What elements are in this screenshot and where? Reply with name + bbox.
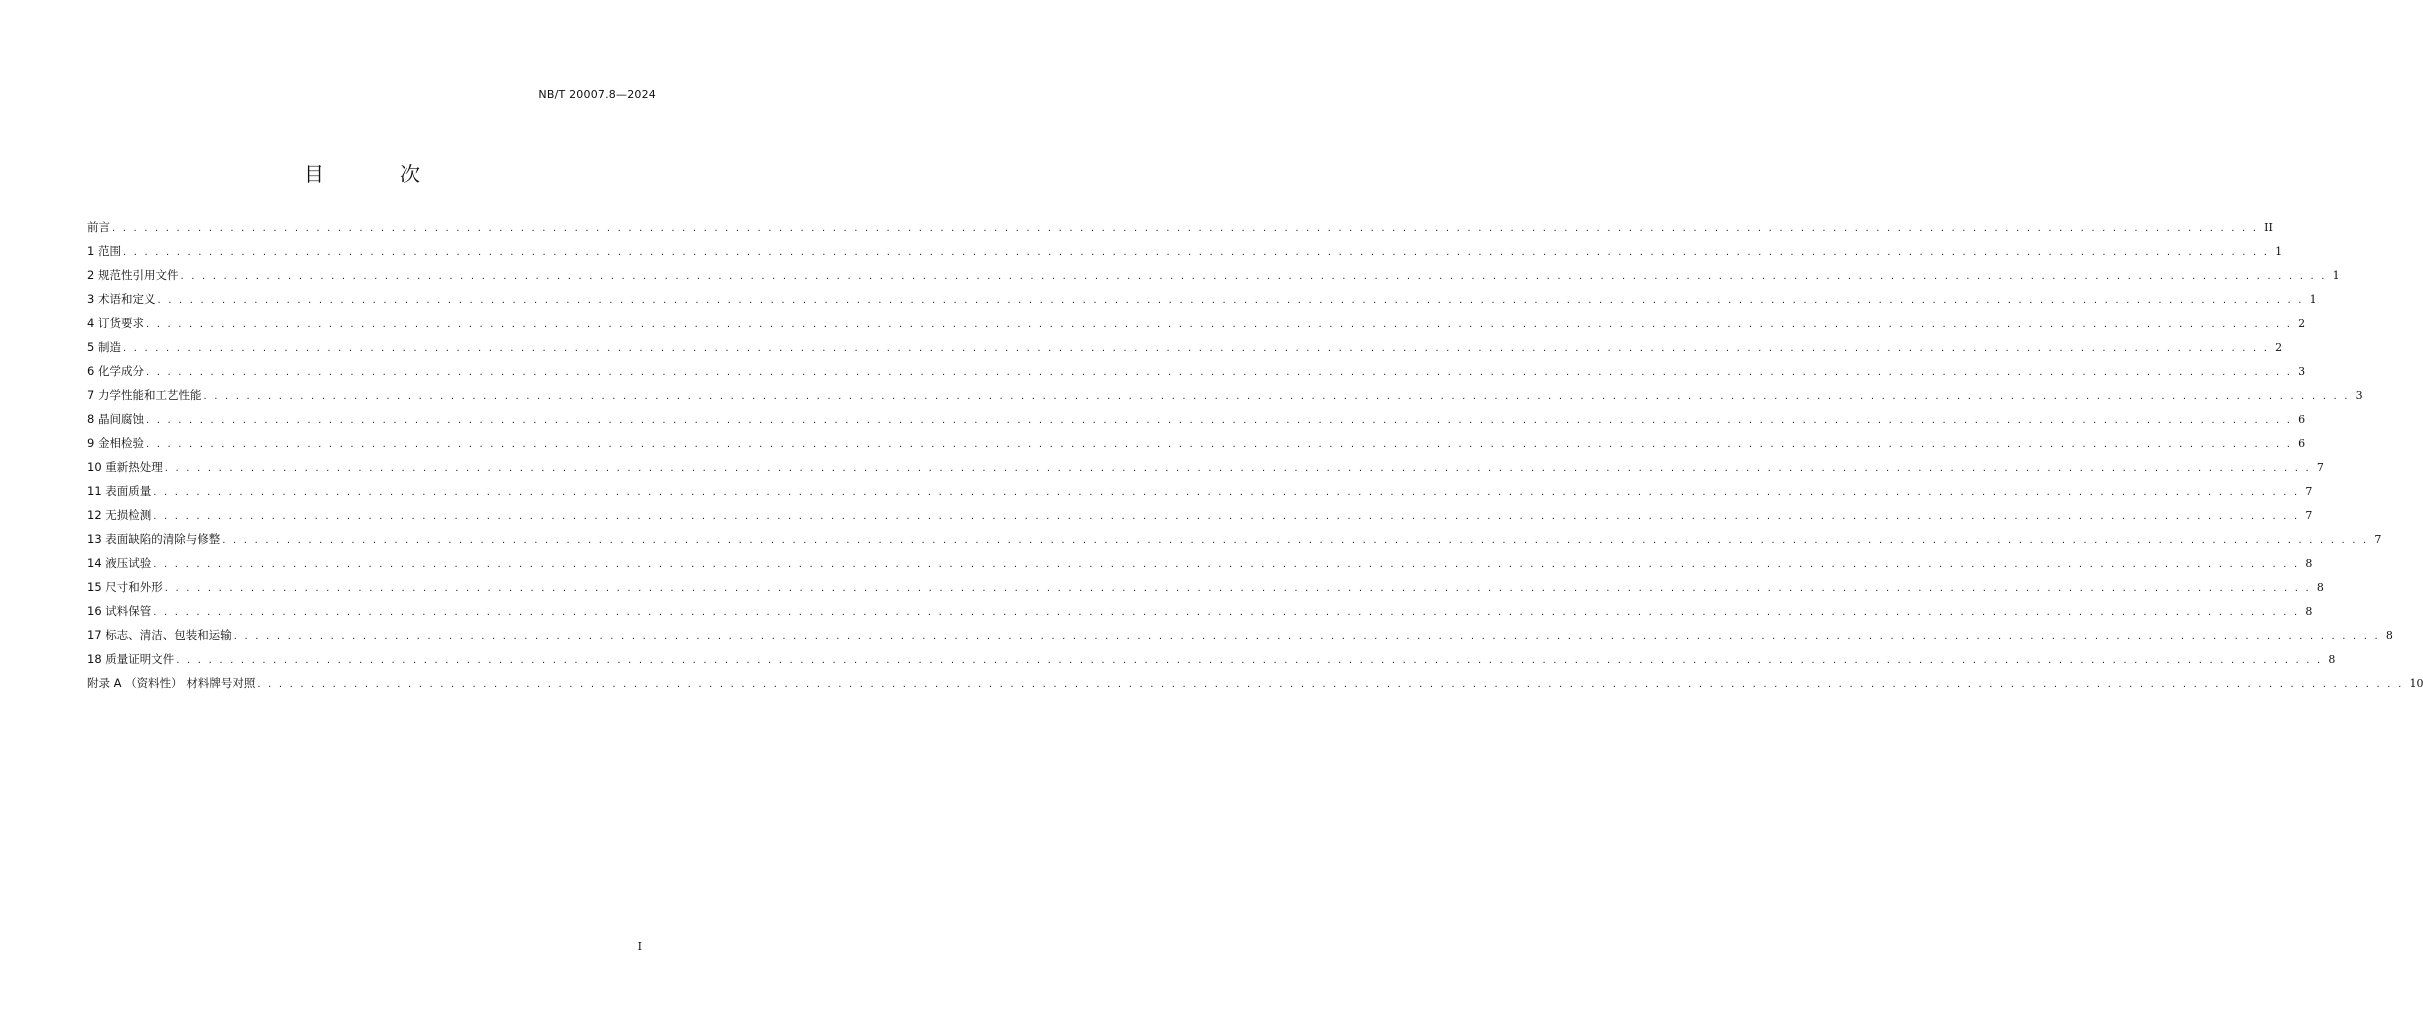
dot-leader: . . . . . . . . . . . . . . . . . . . . . . . . . . . . . . . . . . . . . . . . . . . . . . . . . . . . . . . . . . . . . . . . . . . . . . . . . . . . . . . . . . . . . . . . . . . . . . . . . . . . . . . . . . . . . . . . . . . . . . . . . . . . . . . . . . . . . . . . . . . . . . . . . . . . . . . . . . . . . . . . . . . . . . . . . . . . . . . . . . . . . . . . . . . . . . . . . . . . . . . .: [122, 343, 2270, 354]
toc-entry-page: 3: [2298, 365, 2306, 378]
toc-entry-page: 8: [2305, 605, 2313, 618]
toc-entry-page: 1: [2309, 293, 2317, 306]
toc-entry[interactable]: [87, 287, 2317, 311]
toc-entry[interactable]: [87, 263, 2340, 287]
dot-leader: . . . . . . . . . . . . . . . . . . . . . . . . . . . . . . . . . . . . . . . . . . . . . . . . . . . . . . . . . . . . . . . . . . . . . . . . . . . . . . . . . . . . . . . . . . . . . . . . . . . . . . . . . . . . . . . . . . . . . . . . . . . . . . . . . . . . . . . . . . . . . . . . . . . . . . . . . . . . . . . . . . . . . . . . . . . . . . . . . . . . . . . . . . . . . . . . . . . . . . . .: [157, 295, 2304, 306]
toc-entry-page: 1: [2332, 269, 2340, 282]
toc-entry[interactable]: [87, 551, 2313, 575]
toc-entry-label: 附录 A （资料性） 材料牌号对照: [87, 676, 256, 690]
dot-leader: . . . . . . . . . . . . . . . . . . . . . . . . . . . . . . . . . . . . . . . . . . . . . . . . . . . . . . . . . . . . . . . . . . . . . . . . . . . . . . . . . . . . . . . . . . . . . . . . . . . . . . . . . . . . . . . . . . . . . . . . . . . . . . . . . . . . . . . . . . . . . . . . . . . . . . . . . . . . . . . . . . . . . . . . . . . . . . . . . . . . . . . . . . . . . . . . . . . . . . . .: [257, 679, 2404, 690]
toc-entry-page: 8: [2328, 653, 2336, 666]
toc-entry-label: 8 晶间腐蚀: [87, 412, 144, 426]
toc-entry-label: 18 质量证明文件: [87, 652, 175, 666]
toc-entry[interactable]: [87, 383, 2363, 407]
toc-entry-label: 14 液压试验: [87, 556, 152, 570]
toc-entry-page: 2: [2275, 341, 2283, 354]
standard-code: NB/T 20007.8—2024: [538, 88, 656, 101]
toc-entry-page: 2: [2298, 317, 2306, 330]
toc-entry-label: 12 无损检测: [87, 508, 152, 522]
toc-entry-label: 15 尺寸和外形: [87, 580, 163, 594]
dot-leader: . . . . . . . . . . . . . . . . . . . . . . . . . . . . . . . . . . . . . . . . . . . . . . . . . . . . . . . . . . . . . . . . . . . . . . . . . . . . . . . . . . . . . . . . . . . . . . . . . . . . . . . . . . . . . . . . . . . . . . . . . . . . . . . . . . . . . . . . . . . . . . . . . . . . . . . . . . . . . . . . . . . . . . . . . . . . . . . . . . . . . . . . . . . . . . . . . . . . . . . .: [153, 559, 2300, 570]
dot-leader: . . . . . . . . . . . . . . . . . . . . . . . . . . . . . . . . . . . . . . . . . . . . . . . . . . . . . . . . . . . . . . . . . . . . . . . . . . . . . . . . . . . . . . . . . . . . . . . . . . . . . . . . . . . . . . . . . . . . . . . . . . . . . . . . . . . . . . . . . . . . . . . . . . . . . . . . . . . . . . . . . . . . . . . . . . . . . . . . . . . . . . . . . . . . . . . . . . . . . . . .: [145, 367, 2293, 378]
toc-entry[interactable]: [87, 311, 2306, 335]
toc-entry[interactable]: [87, 335, 2283, 359]
toc-entry-label: 前言: [87, 220, 110, 234]
toc-entry-page: 6: [2298, 437, 2306, 450]
toc-entry-label: 4 订货要求: [87, 316, 144, 330]
dot-leader: . . . . . . . . . . . . . . . . . . . . . . . . . . . . . . . . . . . . . . . . . . . . . . . . . . . . . . . . . . . . . . . . . . . . . . . . . . . . . . . . . . . . . . . . . . . . . . . . . . . . . . . . . . . . . . . . . . . . . . . . . . . . . . . . . . . . . . . . . . . . . . . . . . . . . . . . . . . . . . . . . . . . . . . . . . . . . . . . . . . . . . . . . . . . . . . . . . . . . . . .: [145, 439, 2293, 450]
toc-entry-page: 8: [2316, 581, 2324, 594]
toc-entry[interactable]: [87, 215, 2273, 239]
page-title: 目 次: [304, 162, 448, 186]
toc-entry[interactable]: [87, 575, 2324, 599]
toc-entry[interactable]: [87, 623, 2393, 647]
toc-entry-page: 1: [2275, 245, 2283, 258]
toc-entry-page: 6: [2298, 413, 2306, 426]
dot-leader: . . . . . . . . . . . . . . . . . . . . . . . . . . . . . . . . . . . . . . . . . . . . . . . . . . . . . . . . . . . . . . . . . . . . . . . . . . . . . . . . . . . . . . . . . . . . . . . . . . . . . . . . . . . . . . . . . . . . . . . . . . . . . . . . . . . . . . . . . . . . . . . . . . . . . . . . . . . . . . . . . . . . . . . . . . . . . . . . . . . . . . . . . . . . . . . . . . . . . . . .: [222, 535, 2369, 546]
toc-entry-page: 10: [2409, 677, 2423, 690]
dot-leader: . . . . . . . . . . . . . . . . . . . . . . . . . . . . . . . . . . . . . . . . . . . . . . . . . . . . . . . . . . . . . . . . . . . . . . . . . . . . . . . . . . . . . . . . . . . . . . . . . . . . . . . . . . . . . . . . . . . . . . . . . . . . . . . . . . . . . . . . . . . . . . . . . . . . . . . . . . . . . . . . . . . . . . . . . . . . . . . . . . . . . . . . . . . . . . . . . . . . . . . .: [145, 319, 2293, 330]
toc-entry[interactable]: [87, 599, 2313, 623]
dot-leader: . . . . . . . . . . . . . . . . . . . . . . . . . . . . . . . . . . . . . . . . . . . . . . . . . . . . . . . . . . . . . . . . . . . . . . . . . . . . . . . . . . . . . . . . . . . . . . . . . . . . . . . . . . . . . . . . . . . . . . . . . . . . . . . . . . . . . . . . . . . . . . . . . . . . . . . . . . . . . . . . . . . . . . . . . . . . . . . . . . . . . . . . . . . . . . . . . . . . . . . .: [233, 631, 2380, 642]
toc-entry-label: 1 范围: [87, 244, 121, 258]
toc-entry-label: 10 重新热处理: [87, 460, 163, 474]
toc-entry-page: 7: [2316, 461, 2324, 474]
dot-leader: . . . . . . . . . . . . . . . . . . . . . . . . . . . . . . . . . . . . . . . . . . . . . . . . . . . . . . . . . . . . . . . . . . . . . . . . . . . . . . . . . . . . . . . . . . . . . . . . . . . . . . . . . . . . . . . . . . . . . . . . . . . . . . . . . . . . . . . . . . . . . . . . . . . . . . . . . . . . . . . . . . . . . . . . . . . . . . . . . . . . . . . . . . . . . . . . . . . . . . . .: [180, 271, 2327, 282]
toc-entry[interactable]: [87, 503, 2313, 527]
toc-entry-label: 2 规范性引用文件: [87, 268, 179, 282]
dot-leader: . . . . . . . . . . . . . . . . . . . . . . . . . . . . . . . . . . . . . . . . . . . . . . . . . . . . . . . . . . . . . . . . . . . . . . . . . . . . . . . . . . . . . . . . . . . . . . . . . . . . . . . . . . . . . . . . . . . . . . . . . . . . . . . . . . . . . . . . . . . . . . . . . . . . . . . . . . . . . . . . . . . . . . . . . . . . . . . . . . . . . . . . . . . . . . . . . . . . . . . .: [153, 487, 2300, 498]
dot-leader: . . . . . . . . . . . . . . . . . . . . . . . . . . . . . . . . . . . . . . . . . . . . . . . . . . . . . . . . . . . . . . . . . . . . . . . . . . . . . . . . . . . . . . . . . . . . . . . . . . . . . . . . . . . . . . . . . . . . . . . . . . . . . . . . . . . . . . . . . . . . . . . . . . . . . . . . . . . . . . . . . . . . . . . . . . . . . . . . . . . . . . . . . . . . . . . . . . . . . . . .: [203, 391, 2350, 402]
dot-leader: . . . . . . . . . . . . . . . . . . . . . . . . . . . . . . . . . . . . . . . . . . . . . . . . . . . . . . . . . . . . . . . . . . . . . . . . . . . . . . . . . . . . . . . . . . . . . . . . . . . . . . . . . . . . . . . . . . . . . . . . . . . . . . . . . . . . . . . . . . . . . . . . . . . . . . . . . . . . . . . . . . . . . . . . . . . . . . . . . . . . . . . . . . . . . . . . . . . . . . . .: [145, 415, 2293, 426]
dot-leader: . . . . . . . . . . . . . . . . . . . . . . . . . . . . . . . . . . . . . . . . . . . . . . . . . . . . . . . . . . . . . . . . . . . . . . . . . . . . . . . . . . . . . . . . . . . . . . . . . . . . . . . . . . . . . . . . . . . . . . . . . . . . . . . . . . . . . . . . . . . . . . . . . . . . . . . . . . . . . . . . . . . . . . . . . . . . . . . . . . . . . . . . . . . . . . . . . . . . . . . .: [112, 223, 2259, 234]
toc-entry-label: 5 制造: [87, 340, 121, 354]
toc-entry-label: 9 金相检验: [87, 436, 144, 450]
dot-leader: . . . . . . . . . . . . . . . . . . . . . . . . . . . . . . . . . . . . . . . . . . . . . . . . . . . . . . . . . . . . . . . . . . . . . . . . . . . . . . . . . . . . . . . . . . . . . . . . . . . . . . . . . . . . . . . . . . . . . . . . . . . . . . . . . . . . . . . . . . . . . . . . . . . . . . . . . . . . . . . . . . . . . . . . . . . . . . . . . . . . . . . . . . . . . . . . . . . . . . . .: [164, 583, 2311, 594]
toc-entry-page: 7: [2374, 533, 2382, 546]
dot-leader: . . . . . . . . . . . . . . . . . . . . . . . . . . . . . . . . . . . . . . . . . . . . . . . . . . . . . . . . . . . . . . . . . . . . . . . . . . . . . . . . . . . . . . . . . . . . . . . . . . . . . . . . . . . . . . . . . . . . . . . . . . . . . . . . . . . . . . . . . . . . . . . . . . . . . . . . . . . . . . . . . . . . . . . . . . . . . . . . . . . . . . . . . . . . . . . . . . . . . . . .: [153, 607, 2300, 618]
toc-entry-label: 6 化学成分: [87, 364, 144, 378]
toc-entry-page: 7: [2305, 485, 2313, 498]
page-number: I: [637, 940, 642, 953]
toc-entry[interactable]: [87, 455, 2324, 479]
toc-entry[interactable]: [87, 527, 2382, 551]
toc-entry-label: 13 表面缺陷的清除与修整: [87, 532, 221, 546]
toc-entry[interactable]: [87, 647, 2336, 671]
dot-leader: . . . . . . . . . . . . . . . . . . . . . . . . . . . . . . . . . . . . . . . . . . . . . . . . . . . . . . . . . . . . . . . . . . . . . . . . . . . . . . . . . . . . . . . . . . . . . . . . . . . . . . . . . . . . . . . . . . . . . . . . . . . . . . . . . . . . . . . . . . . . . . . . . . . . . . . . . . . . . . . . . . . . . . . . . . . . . . . . . . . . . . . . . . . . . . . . . . . . . . . .: [164, 463, 2311, 474]
toc-entry-label: 7 力学性能和工艺性能: [87, 388, 202, 402]
toc-entry-page: 8: [2385, 629, 2393, 642]
toc-entry-label: 3 术语和定义: [87, 292, 156, 306]
toc-entry[interactable]: [87, 671, 2423, 695]
toc-entry[interactable]: [87, 359, 2306, 383]
toc-entry-page: 3: [2355, 389, 2363, 402]
toc-entry-label: 16 试料保管: [87, 604, 152, 618]
toc-entry[interactable]: [87, 431, 2306, 455]
dot-leader: . . . . . . . . . . . . . . . . . . . . . . . . . . . . . . . . . . . . . . . . . . . . . . . . . . . . . . . . . . . . . . . . . . . . . . . . . . . . . . . . . . . . . . . . . . . . . . . . . . . . . . . . . . . . . . . . . . . . . . . . . . . . . . . . . . . . . . . . . . . . . . . . . . . . . . . . . . . . . . . . . . . . . . . . . . . . . . . . . . . . . . . . . . . . . . . . . . . . . . . .: [122, 247, 2270, 258]
toc-entry-page: 7: [2305, 509, 2313, 522]
toc-entry-page: II: [2264, 221, 2273, 234]
toc-entry-page: 8: [2305, 557, 2313, 570]
dot-leader: . . . . . . . . . . . . . . . . . . . . . . . . . . . . . . . . . . . . . . . . . . . . . . . . . . . . . . . . . . . . . . . . . . . . . . . . . . . . . . . . . . . . . . . . . . . . . . . . . . . . . . . . . . . . . . . . . . . . . . . . . . . . . . . . . . . . . . . . . . . . . . . . . . . . . . . . . . . . . . . . . . . . . . . . . . . . . . . . . . . . . . . . . . . . . . . . . . . . . . . .: [153, 511, 2300, 522]
table-of-contents: [87, 215, 2423, 695]
toc-entry-label: 11 表面质量: [87, 484, 152, 498]
toc-entry[interactable]: [87, 239, 2283, 263]
toc-entry[interactable]: [87, 479, 2313, 503]
toc-entry[interactable]: [87, 407, 2306, 431]
toc-entry-label: 17 标志、清洁、包装和运输: [87, 628, 232, 642]
dot-leader: . . . . . . . . . . . . . . . . . . . . . . . . . . . . . . . . . . . . . . . . . . . . . . . . . . . . . . . . . . . . . . . . . . . . . . . . . . . . . . . . . . . . . . . . . . . . . . . . . . . . . . . . . . . . . . . . . . . . . . . . . . . . . . . . . . . . . . . . . . . . . . . . . . . . . . . . . . . . . . . . . . . . . . . . . . . . . . . . . . . . . . . . . . . . . . . . . . . . . . . .: [176, 655, 2323, 666]
